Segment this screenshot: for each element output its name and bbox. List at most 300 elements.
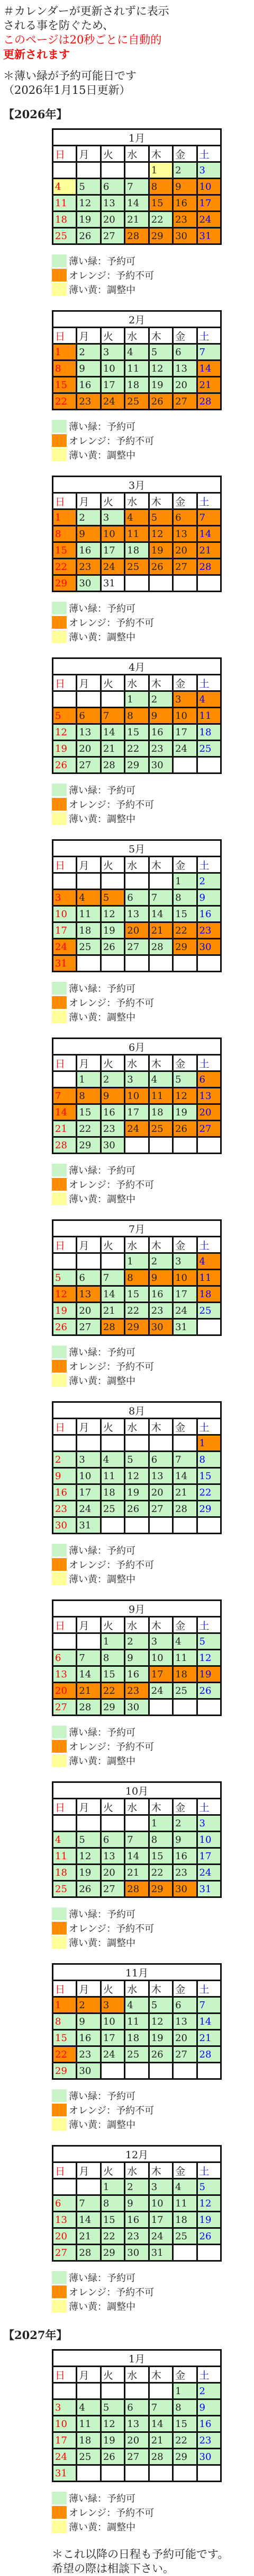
day-cell: 5 xyxy=(101,890,124,906)
legend-swatch xyxy=(52,1558,67,1571)
day-cell: 25 xyxy=(149,1121,173,1137)
day-cell: 3 xyxy=(101,509,124,526)
day-cell: 18 xyxy=(149,1104,173,1121)
weekday-header: 木 xyxy=(149,1799,173,1815)
legend-item xyxy=(52,811,251,825)
day-cell: 29 xyxy=(149,1881,173,1897)
month-title: 12月 xyxy=(53,2146,221,2162)
day-cell: 29 xyxy=(173,939,197,955)
day-cell: 12 xyxy=(53,1286,77,1303)
day-cell: 30 xyxy=(197,939,221,955)
legend-swatch xyxy=(52,2271,67,2284)
empty-day-cell xyxy=(53,1253,77,1270)
legend-label: オレンジ：予約不可 xyxy=(69,1361,155,1373)
empty-day-cell xyxy=(77,873,101,890)
weekday-header: 日 xyxy=(53,2162,77,2179)
day-cell: 1 xyxy=(149,162,173,179)
weekday-header: 日 xyxy=(53,1237,77,1253)
day-cell: 10 xyxy=(77,1468,101,1484)
day-cell: 5 xyxy=(149,509,173,526)
day-cell: 27 xyxy=(197,1121,221,1137)
day-cell: 15 xyxy=(149,1848,173,1865)
legend-item xyxy=(52,981,251,995)
day-cell: 20 xyxy=(101,1865,124,1881)
day-cell: 14 xyxy=(149,906,173,922)
month-calendar xyxy=(3,476,251,644)
day-cell: 19 xyxy=(101,922,124,939)
day-cell: 24 xyxy=(197,212,221,228)
day-cell: 24 xyxy=(125,1121,149,1137)
empty-day-cell xyxy=(125,162,149,179)
weekday-header: 土 xyxy=(197,328,221,344)
legend-item xyxy=(52,1191,251,1206)
day-cell: 17 xyxy=(101,542,124,559)
calendar-table xyxy=(52,2349,222,2482)
week-row xyxy=(53,1319,221,1335)
legend-label: 薄い黄：調整中 xyxy=(69,450,135,461)
calendar-table xyxy=(52,1599,222,1716)
empty-day-cell xyxy=(125,2063,149,2079)
weekday-header: 金 xyxy=(173,1799,197,1815)
legend-label: 薄い緑：予約可 xyxy=(69,1165,135,1176)
day-cell: 27 xyxy=(125,939,149,955)
legend-item xyxy=(52,1177,251,1191)
legend xyxy=(52,1163,251,1206)
day-cell: 16 xyxy=(125,1666,149,1683)
month-title-row xyxy=(53,1782,221,1799)
empty-day-cell xyxy=(173,757,197,773)
legend xyxy=(52,1906,251,1949)
day-cell: 4 xyxy=(53,1832,77,1848)
day-cell: 3 xyxy=(77,1452,101,1468)
month-title-row xyxy=(53,1039,221,1055)
empty-day-cell xyxy=(53,2179,77,2195)
week-row xyxy=(53,393,221,410)
week-row xyxy=(53,559,221,575)
day-cell: 17 xyxy=(125,1104,149,1121)
legend-item xyxy=(52,268,251,282)
day-cell: 14 xyxy=(173,1468,197,1484)
day-cell: 7 xyxy=(125,179,149,195)
month-title: 1月 xyxy=(53,2350,221,2367)
day-cell: 29 xyxy=(77,1137,101,1154)
weekday-header: 土 xyxy=(197,1055,221,1071)
day-cell: 25 xyxy=(77,2449,101,2465)
legend-label: オレンジ：予約不可 xyxy=(69,1179,155,1191)
day-cell: 1 xyxy=(125,691,149,708)
weekday-header: 月 xyxy=(77,1055,101,1071)
weekday-header: 水 xyxy=(125,2162,149,2179)
day-cell: 16 xyxy=(173,195,197,212)
week-row xyxy=(53,939,221,955)
legend-item xyxy=(52,2088,251,2103)
week-row xyxy=(53,2195,221,2212)
day-cell: 5 xyxy=(173,1071,197,1088)
day-cell: 9 xyxy=(77,361,101,377)
day-cell: 16 xyxy=(197,2416,221,2432)
weekday-header: 月 xyxy=(77,1981,101,1997)
week-row xyxy=(53,873,221,890)
day-cell: 2 xyxy=(125,1633,149,1650)
day-cell: 21 xyxy=(77,2228,101,2245)
legend-label: オレンジ：予約不可 xyxy=(69,799,155,811)
weekday-header: 水 xyxy=(125,1617,149,1633)
day-cell: 6 xyxy=(125,2399,149,2416)
day-cell: 18 xyxy=(77,922,101,939)
availability-note xyxy=(3,69,251,98)
empty-day-cell xyxy=(53,162,77,179)
empty-day-cell xyxy=(149,2383,173,2399)
legend-label: オレンジ：予約不可 xyxy=(69,270,155,282)
day-cell: 7 xyxy=(53,1088,77,1104)
day-cell: 9 xyxy=(149,1270,173,1286)
empty-day-cell xyxy=(101,1517,124,1534)
day-cell: 16 xyxy=(125,2212,149,2228)
weekday-row xyxy=(53,857,221,873)
week-row xyxy=(53,542,221,559)
day-cell: 11 xyxy=(149,1088,173,1104)
empty-day-cell xyxy=(53,691,77,708)
legend-swatch xyxy=(52,602,67,614)
weekday-header: 火 xyxy=(101,1617,124,1633)
day-cell: 16 xyxy=(173,1848,197,1865)
day-cell: 6 xyxy=(149,1452,173,1468)
month-title-row xyxy=(53,840,221,857)
weekday-header: 土 xyxy=(197,2367,221,2383)
day-cell: 13 xyxy=(173,2014,197,2030)
day-cell: 5 xyxy=(149,1997,173,2014)
day-cell: 18 xyxy=(125,377,149,393)
day-cell: 3 xyxy=(125,1071,149,1088)
legend-swatch xyxy=(52,1374,67,1387)
day-cell: 24 xyxy=(77,1501,101,1517)
week-row xyxy=(53,228,221,244)
legend-item xyxy=(52,419,251,433)
day-cell: 23 xyxy=(125,2228,149,2245)
legend-item xyxy=(52,1571,251,1586)
day-cell: 31 xyxy=(101,575,124,592)
day-cell: 5 xyxy=(77,1832,101,1848)
day-cell: 10 xyxy=(173,708,197,724)
year-heading: 【2027年】 xyxy=(3,2328,68,2342)
day-cell: 16 xyxy=(77,542,101,559)
day-cell: 3 xyxy=(173,1253,197,1270)
day-cell: 8 xyxy=(101,1650,124,1666)
legend-swatch xyxy=(52,1936,67,1949)
legend-label: オレンジ：予約不可 xyxy=(69,1559,155,1571)
weekday-header: 月 xyxy=(77,1237,101,1253)
legend-label: 薄い黄：調整中 xyxy=(69,2521,135,2533)
empty-day-cell xyxy=(77,955,101,972)
day-cell: 28 xyxy=(149,2449,173,2465)
day-cell: 6 xyxy=(173,1997,197,2014)
day-cell: 14 xyxy=(125,195,149,212)
legend-label: 薄い緑：予約可 xyxy=(69,2272,135,2284)
week-row xyxy=(53,2245,221,2261)
day-cell: 22 xyxy=(125,741,149,757)
day-cell: 14 xyxy=(149,2416,173,2432)
legend-label: 薄い黄：調整中 xyxy=(69,1375,135,1387)
day-cell: 16 xyxy=(101,1104,124,1121)
day-cell: 15 xyxy=(125,724,149,741)
empty-day-cell xyxy=(125,1137,149,1154)
legend-swatch xyxy=(52,1346,67,1358)
empty-day-cell xyxy=(149,873,173,890)
day-cell: 8 xyxy=(101,2195,124,2212)
legend-swatch xyxy=(52,1922,67,1935)
empty-day-cell xyxy=(197,2245,221,2261)
day-cell: 31 xyxy=(53,2465,77,2482)
day-cell: 11 xyxy=(101,1468,124,1484)
day-cell: 18 xyxy=(125,542,149,559)
week-row xyxy=(53,1468,221,1484)
day-cell: 11 xyxy=(125,2014,149,2030)
day-cell: 17 xyxy=(197,1848,221,1865)
day-cell: 21 xyxy=(173,1484,197,1501)
day-cell: 3 xyxy=(53,890,77,906)
day-cell: 24 xyxy=(53,2449,77,2465)
day-cell: 11 xyxy=(125,361,149,377)
legend xyxy=(52,2270,251,2313)
day-cell: 20 xyxy=(125,2432,149,2449)
day-cell: 24 xyxy=(101,393,124,410)
day-cell: 27 xyxy=(173,393,197,410)
month-title-row xyxy=(53,1220,221,1237)
legend-swatch xyxy=(52,1164,67,1176)
day-cell: 9 xyxy=(173,1832,197,1848)
legend-label: オレンジ：予約不可 xyxy=(69,2287,155,2298)
day-cell: 9 xyxy=(101,1088,124,1104)
day-cell: 23 xyxy=(77,559,101,575)
week-row xyxy=(53,2046,221,2063)
day-cell: 8 xyxy=(149,179,173,195)
day-cell: 4 xyxy=(77,890,101,906)
day-cell: 27 xyxy=(53,2245,77,2261)
legend-label: 薄い黄：調整中 xyxy=(69,284,135,296)
day-cell: 12 xyxy=(149,526,173,542)
weekday-header: 土 xyxy=(197,1617,221,1633)
weekday-row xyxy=(53,675,221,691)
day-cell: 26 xyxy=(149,2046,173,2063)
week-row xyxy=(53,1253,221,1270)
day-cell: 2 xyxy=(77,1997,101,2014)
day-cell: 11 xyxy=(53,1848,77,1865)
day-cell: 4 xyxy=(197,691,221,708)
empty-day-cell xyxy=(125,1435,149,1452)
legend-swatch xyxy=(52,982,67,995)
empty-day-cell xyxy=(197,955,221,972)
month-calendar xyxy=(3,657,251,825)
day-cell: 24 xyxy=(101,559,124,575)
day-cell: 27 xyxy=(173,2046,197,2063)
week-row xyxy=(53,1303,221,1319)
weekday-header: 水 xyxy=(125,857,149,873)
week-row xyxy=(53,1501,221,1517)
week-row xyxy=(53,724,221,741)
day-cell: 26 xyxy=(125,1501,149,1517)
weekday-header: 月 xyxy=(77,1617,101,1633)
day-cell: 28 xyxy=(77,1699,101,1716)
week-row xyxy=(53,377,221,393)
weekday-header: 月 xyxy=(77,146,101,162)
day-cell: 28 xyxy=(125,228,149,244)
legend-swatch xyxy=(52,1740,67,1753)
day-cell: 20 xyxy=(53,2228,77,2245)
legend xyxy=(52,253,251,296)
day-cell: 27 xyxy=(77,1319,101,1335)
day-cell: 2 xyxy=(173,1815,197,1832)
month-calendar xyxy=(3,310,251,462)
day-cell: 2 xyxy=(101,1071,124,1088)
day-cell: 20 xyxy=(173,377,197,393)
day-cell: 23 xyxy=(149,1303,173,1319)
month-title: 3月 xyxy=(53,477,221,493)
day-cell: 26 xyxy=(149,393,173,410)
weekday-header: 日 xyxy=(53,1617,77,1633)
week-row xyxy=(53,708,221,724)
day-cell: 25 xyxy=(125,393,149,410)
weekday-header: 土 xyxy=(197,493,221,509)
day-cell: 23 xyxy=(149,741,173,757)
legend-item xyxy=(52,629,251,644)
day-cell: 20 xyxy=(53,1683,77,1699)
day-cell: 10 xyxy=(101,2014,124,2030)
weekday-row xyxy=(53,1617,221,1633)
month-title-row xyxy=(53,2350,221,2367)
day-cell: 21 xyxy=(197,2030,221,2046)
legend-label: 薄い緑：予約可 xyxy=(69,2090,135,2102)
day-cell: 1 xyxy=(101,2179,124,2195)
legend-swatch xyxy=(52,434,67,447)
empty-day-cell xyxy=(149,1517,173,1534)
day-cell: 19 xyxy=(149,542,173,559)
day-cell: 4 xyxy=(197,1253,221,1270)
day-cell: 25 xyxy=(77,939,101,955)
week-row xyxy=(53,2014,221,2030)
day-cell: 19 xyxy=(197,2212,221,2228)
weekday-header: 金 xyxy=(173,1055,197,1071)
legend-swatch xyxy=(52,420,67,433)
legend-label: 薄い緑：予約可 xyxy=(69,1347,135,1358)
month-title-row xyxy=(53,1402,221,1419)
empty-day-cell xyxy=(173,1699,197,1716)
weekday-header: 土 xyxy=(197,1419,221,1435)
legend-item xyxy=(52,1009,251,1024)
empty-day-cell xyxy=(197,575,221,592)
day-cell: 11 xyxy=(77,906,101,922)
legend-swatch xyxy=(52,1907,67,1920)
day-cell: 21 xyxy=(101,1303,124,1319)
day-cell: 15 xyxy=(101,2212,124,2228)
day-cell: 22 xyxy=(53,559,77,575)
day-cell: 3 xyxy=(197,1815,221,1832)
empty-day-cell xyxy=(149,1699,173,1716)
day-cell: 27 xyxy=(101,228,124,244)
day-cell: 14 xyxy=(197,526,221,542)
month-title-row xyxy=(53,311,221,328)
weekday-row xyxy=(53,2162,221,2179)
notice-line-4: 更新されます xyxy=(3,48,70,61)
day-cell: 29 xyxy=(149,228,173,244)
day-cell: 5 xyxy=(149,344,173,361)
legend-swatch xyxy=(52,1572,67,1585)
day-cell: 19 xyxy=(149,377,173,393)
day-cell: 15 xyxy=(77,1104,101,1121)
day-cell: 7 xyxy=(197,509,221,526)
weekday-header: 火 xyxy=(101,857,124,873)
day-cell: 1 xyxy=(53,344,77,361)
day-cell: 23 xyxy=(77,393,101,410)
legend-label: 薄い緑：予約可 xyxy=(69,1909,135,1920)
legend-swatch xyxy=(52,2520,67,2533)
legend-item xyxy=(52,2299,251,2313)
day-cell: 23 xyxy=(53,1501,77,1517)
day-cell: 13 xyxy=(53,2212,77,2228)
day-cell: 28 xyxy=(125,1881,149,1897)
day-cell: 25 xyxy=(125,2046,149,2063)
day-cell: 26 xyxy=(101,2449,124,2465)
weekday-header: 月 xyxy=(77,1419,101,1435)
day-cell: 27 xyxy=(53,1699,77,1716)
month-calendar xyxy=(3,1219,251,1387)
empty-day-cell xyxy=(101,2063,124,2079)
day-cell: 15 xyxy=(53,542,77,559)
empty-day-cell xyxy=(173,2465,197,2482)
month-title-row xyxy=(53,1964,221,1981)
day-cell: 10 xyxy=(101,361,124,377)
footer-line-2: 希望の際は相談下さい。 xyxy=(52,2562,174,2575)
empty-day-cell xyxy=(173,1137,197,1154)
day-cell: 16 xyxy=(149,1286,173,1303)
weekday-header: 木 xyxy=(149,328,173,344)
day-cell: 27 xyxy=(173,559,197,575)
weekday-row xyxy=(53,328,221,344)
empty-day-cell xyxy=(53,1633,77,1650)
legend-item xyxy=(52,1359,251,1373)
month-title-row xyxy=(53,477,221,493)
empty-day-cell xyxy=(101,955,124,972)
legend-swatch xyxy=(52,1726,67,1738)
empty-day-cell xyxy=(125,2383,149,2399)
day-cell: 12 xyxy=(197,2195,221,2212)
day-cell: 22 xyxy=(77,1121,101,1137)
day-cell: 8 xyxy=(53,361,77,377)
legend-item xyxy=(52,783,251,797)
day-cell: 6 xyxy=(197,1071,221,1088)
week-row xyxy=(53,1484,221,1501)
day-cell: 17 xyxy=(149,2212,173,2228)
day-cell: 16 xyxy=(53,1484,77,1501)
day-cell: 29 xyxy=(125,1319,149,1335)
weekday-header: 金 xyxy=(173,493,197,509)
day-cell: 11 xyxy=(53,195,77,212)
week-row xyxy=(53,1517,221,1534)
day-cell: 23 xyxy=(125,1683,149,1699)
weekday-header: 水 xyxy=(125,1981,149,1997)
day-cell: 12 xyxy=(77,1848,101,1865)
empty-day-cell xyxy=(197,2063,221,2079)
legend-label: 薄い黄：調整中 xyxy=(69,1937,135,1949)
day-cell: 26 xyxy=(77,228,101,244)
empty-day-cell xyxy=(77,2465,101,2482)
day-cell: 18 xyxy=(101,1484,124,1501)
day-cell: 1 xyxy=(173,873,197,890)
weekday-header: 日 xyxy=(53,1055,77,1071)
day-cell: 6 xyxy=(77,708,101,724)
legend-label: 薄い黄：調整中 xyxy=(69,813,135,825)
weekday-row xyxy=(53,1055,221,1071)
day-cell: 12 xyxy=(149,361,173,377)
